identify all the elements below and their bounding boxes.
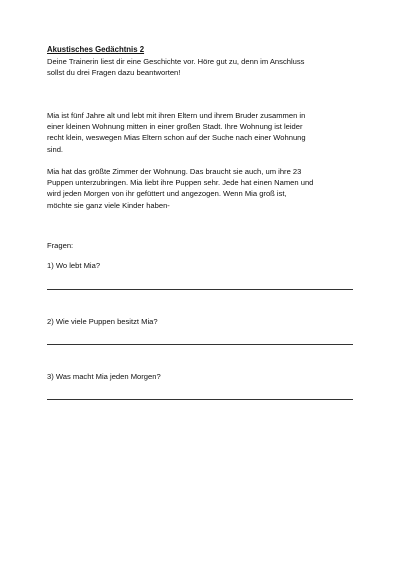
question-3: 3) Was macht Mia jeden Morgen? (47, 372, 161, 381)
questions-heading: Fragen: (47, 241, 74, 250)
question-2: 2) Wie viele Puppen besitzt Mia? (47, 317, 158, 326)
story-line: sind. (47, 144, 64, 154)
instructions-line: sollst du drei Fragen dazu beantworten! (47, 68, 181, 78)
story-paragraph-1 (47, 110, 367, 155)
story-line: einer kleinen Wohnung mitten in einer großen Stadt. Ihre Wohnung ist leider (47, 122, 303, 132)
story-line: Mia ist fünf Jahre alt und lebt mit ihren Eltern und ihrem Bruder zusammen in (47, 111, 306, 120)
story-line: wird jeden Morgen von ihr gefüttert und angezogen. Wenn Mia groß ist, (47, 189, 287, 199)
instructions-paragraph (47, 56, 367, 78)
story-line: recht klein, weswegen Mias Eltern schon auf der Suche nach einer Wohnung (47, 133, 306, 143)
answer-line-1[interactable] (47, 289, 353, 290)
story-line: Puppen unterzubringen. Mia liebt ihre Puppen sehr. Jede hat einen Namen und (47, 178, 314, 188)
story-line: Mia hat das größte Zimmer der Wohnung. Das braucht sie auch, um ihre 23 (47, 167, 302, 176)
answer-line-2[interactable] (47, 344, 353, 345)
story-line: möchte sie ganz viele Kinder haben- (47, 200, 170, 210)
worksheet-title: Akustisches Gedächtnis 2 (47, 45, 145, 54)
story-paragraph-2 (47, 166, 367, 211)
instructions-line: Deine Trainerin liest dir eine Geschichte vor. Höre gut zu, denn im Anschluss (47, 57, 305, 66)
answer-line-3[interactable] (47, 399, 353, 400)
question-1: 1) Wo lebt Mia? (47, 261, 101, 270)
